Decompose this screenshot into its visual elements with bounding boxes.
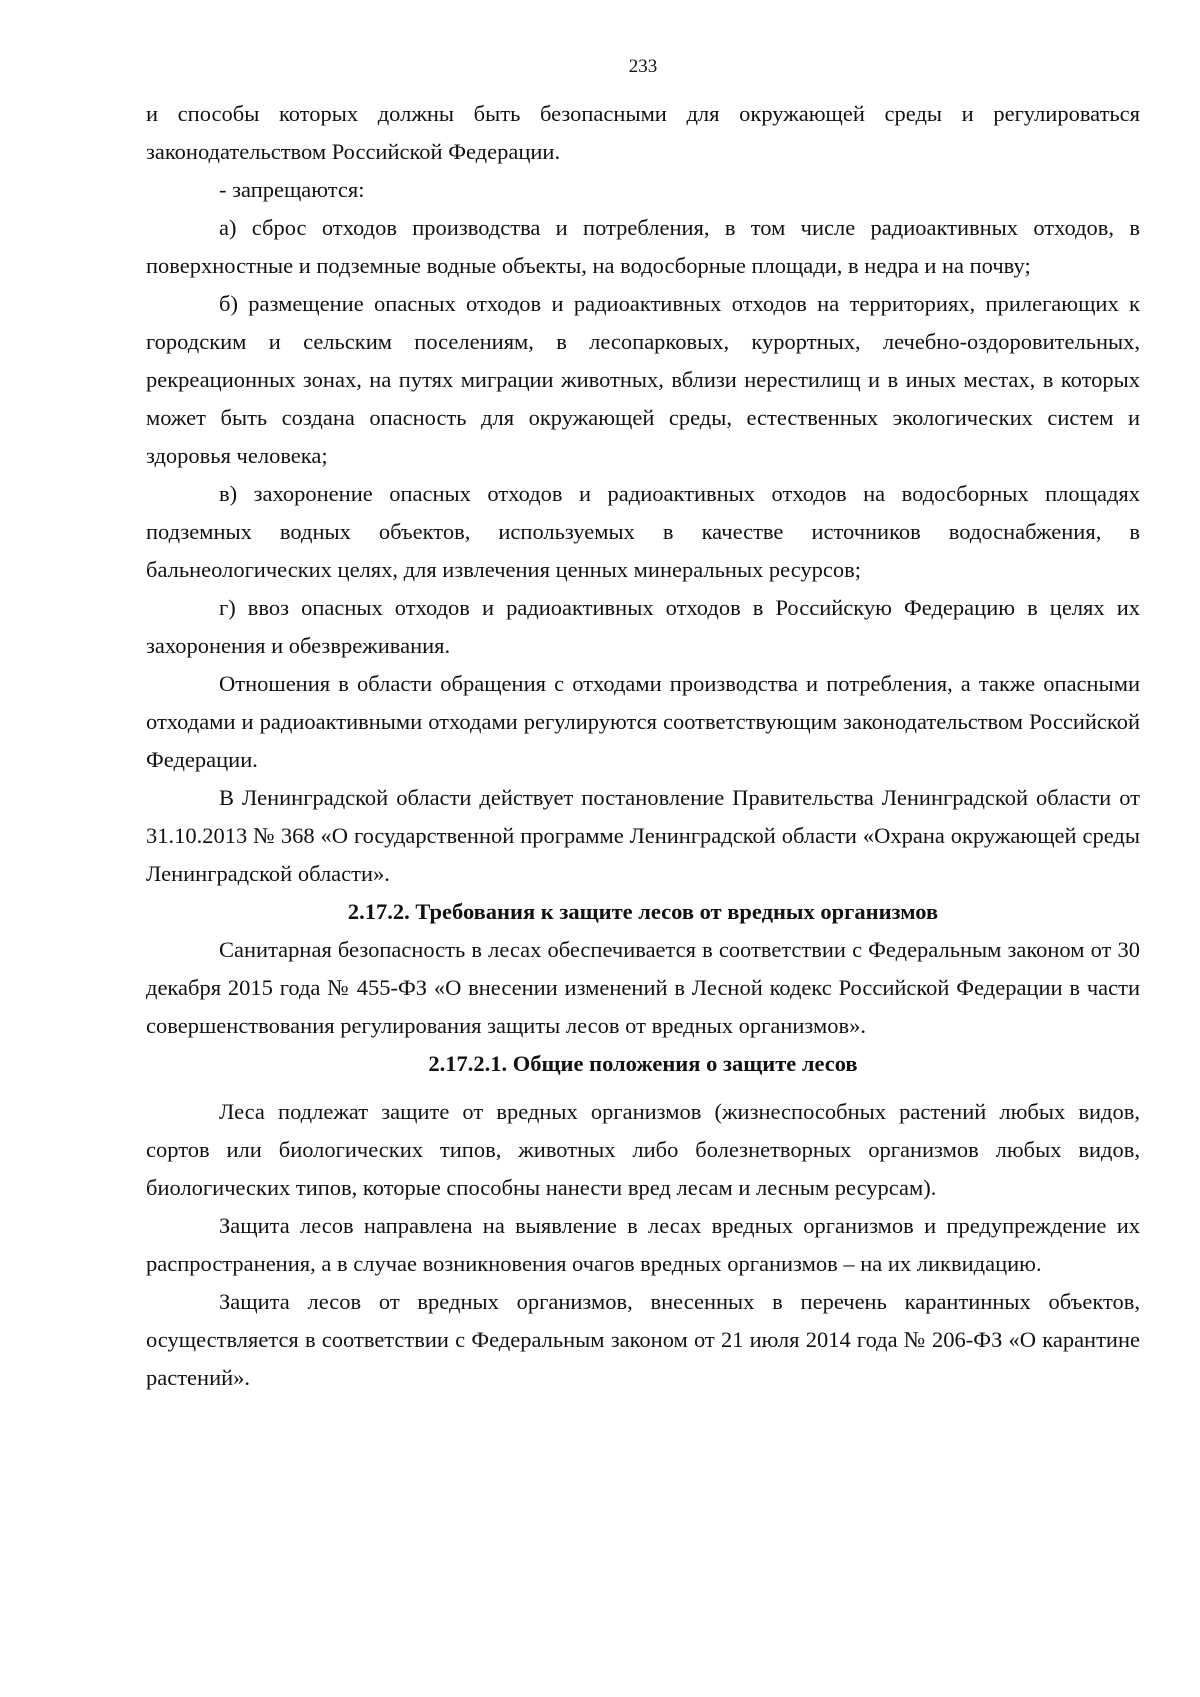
page-number: 233 (628, 56, 658, 77)
paragraph-protection-purpose: Защита лесов направлена на выявление в лесах вредных организмов и предупреждение их распространения, а в случае возникновения очагов вредных организмов – на их ликвидацию. (146, 1213, 1140, 1276)
paragraph-quarantine: Защита лесов от вредных организмов, внесенных в перечень карантинных объектов, осуществляется в соответствии с Федеральным законом от 21 июля 2014 года № 206-ФЗ «О карантине растений». (146, 1289, 1140, 1390)
paragraph-continuation: и способы которых должны быть безопасными для окружающей среды и регулироваться законодательством Российской Федерации. (146, 101, 1140, 164)
paragraph-item-b: б) размещение опасных отходов и радиоактивных отходов на территориях, прилегающих к городским и сельским поселениям, в лесопарковых, курортных, лечебно-оздоровительных, рекреационных зонах, на путях миграции животных, вблизи нерестилищ и в иных местах, в которых может быть создана опасность для окружающей среды, естественных экологических систем и здоровья человека; (146, 291, 1140, 468)
paragraph-sanitary-safety: Санитарная безопасность в лесах обеспечивается в соответствии с Федеральным законом от 30 декабря 2015 года № 455-ФЗ «О внесении изменений в Лесной кодекс Российской Федерации в части совершенствования регулирования защиты лесов от вредных организмов». (146, 937, 1140, 1038)
paragraph-item-g: г) ввоз опасных отходов и радиоактивных отходов в Российскую Федерацию в целях их захоронения и обезвреживания. (146, 595, 1140, 658)
document-page (146, 55, 1140, 1397)
paragraph-leningrad-resolution: В Ленинградской области действует постановление Правительства Ленинградской области от 31.10.2013 № 368 «О государственной программе Ленинградской области «Охрана окружающей среды Ленинградской области». (146, 785, 1140, 886)
section-heading-2-17-2: 2.17.2. Требования к защите лесов от вредных организмов (347, 899, 939, 924)
paragraph-waste-relations: Отношения в области обращения с отходами производства и потребления, а также опасными отходами и радиоактивными отходами регулируются соответствующим законодательством Российской Федерации. (146, 671, 1140, 772)
paragraph-item-v: в) захоронение опасных отходов и радиоактивных отходов на водосборных площадях подземных водных объектов, используемых в качестве источников водоснабжения, в бальнеологических целях, для извлечения ценных минеральных ресурсов; (146, 481, 1140, 582)
paragraph-prohibited-intro: - запрещаются: (219, 177, 365, 202)
paragraph-forest-protection: Леса подлежат защите от вредных организмов (жизнеспособных растений любых видов, сортов или биологических типов, животных либо болезнетворных организмов любых видов, биологических типов, которые способны нанести вред лесам и лесным ресурсам). (146, 1099, 1140, 1200)
paragraph-item-a: а) сброс отходов производства и потребления, в том числе радиоактивных отходов, в поверхностные и подземные водные объекты, на водосборные площади, в недра и на почву; (146, 215, 1140, 278)
section-heading-2-17-2-1: 2.17.2.1. Общие положения о защите лесов (428, 1051, 858, 1076)
